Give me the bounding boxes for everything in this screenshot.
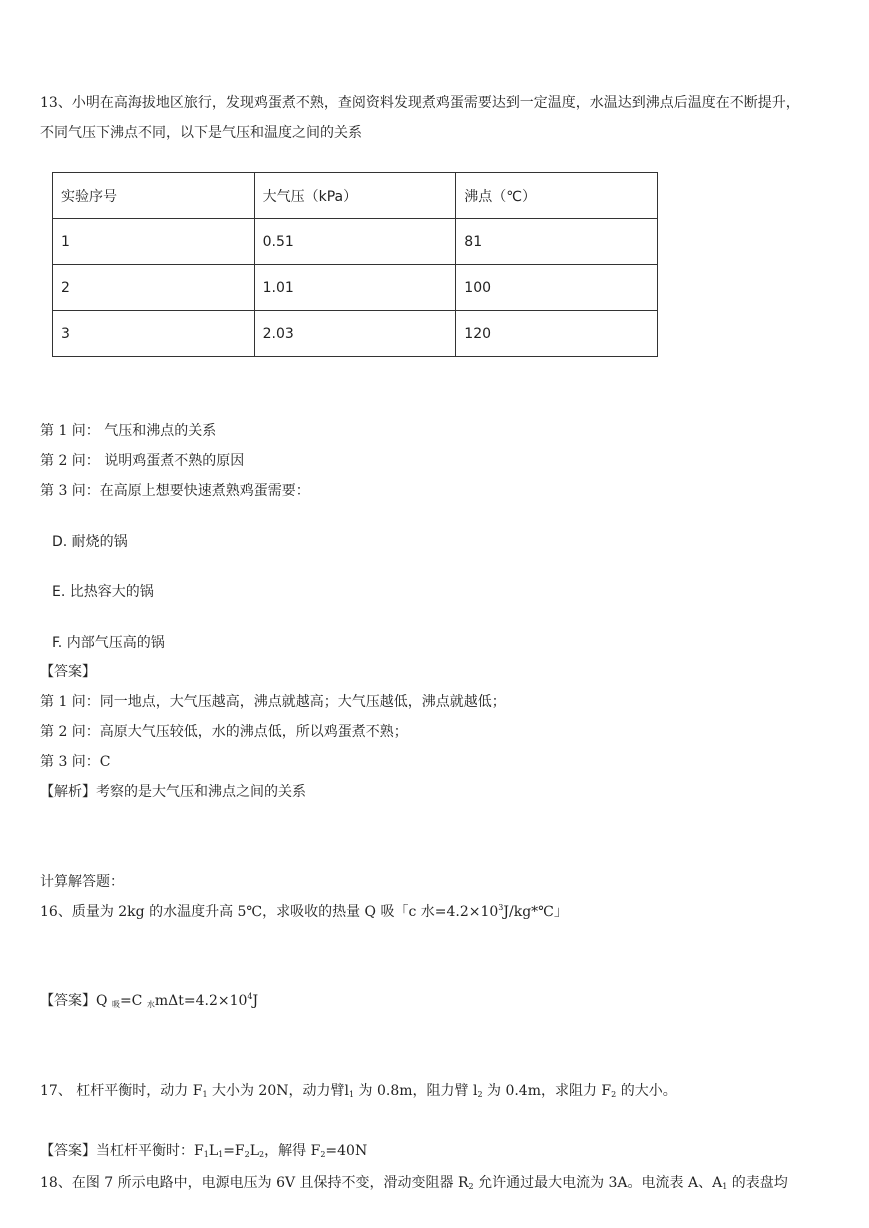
- q18-part: 的表盘均: [727, 1175, 788, 1191]
- q17-answer-part: L: [249, 1143, 260, 1159]
- q17-answer-sub: 2: [259, 1150, 265, 1159]
- table-cell: 120: [456, 311, 658, 357]
- q18-sub: 1: [722, 1182, 728, 1191]
- q17-part: 17、 杠杆平衡时，动力 F: [40, 1083, 203, 1099]
- q16-answer-b: =C: [119, 993, 147, 1009]
- q16-sup: 3: [498, 903, 504, 912]
- q16-text: [40, 901, 568, 921]
- q16-text-b: J/kg*℃」: [503, 904, 568, 920]
- q18-sub: 2: [468, 1182, 474, 1191]
- q13-question-1: 第 1 问： 气压和沸点的关系: [40, 423, 217, 439]
- option-e: E. 比热容大的锅: [52, 584, 154, 600]
- table-cell: 1.01: [254, 265, 456, 311]
- q17-part: 大小为 20N，动力臂l: [207, 1083, 349, 1099]
- calc-heading: 计算解答题：: [40, 874, 124, 890]
- table-row: [53, 265, 658, 311]
- q16-answer-c: m: [154, 993, 169, 1009]
- table-cell: 2.03: [254, 311, 456, 357]
- q18-part: 允许通过最大电流为 3A。电流表 A、A: [473, 1175, 723, 1191]
- answer-2: 第 2 问：高原大气压较低，水的沸点低，所以鸡蛋煮不熟；: [40, 724, 408, 740]
- q17-part: 为 0.4m，求阻力 F: [482, 1083, 612, 1099]
- table-cell: 2: [53, 265, 255, 311]
- q17-sub: 1: [348, 1090, 355, 1099]
- table-cell: 81: [456, 219, 658, 265]
- q16-text-a: 16、质量为 2kg 的水温度升高 5℃，求吸收的热量 Q 吸「c 水=4.2×10: [40, 904, 499, 920]
- q17-answer-sub: 1: [218, 1150, 224, 1159]
- q16-answer-e: J: [252, 993, 259, 1009]
- q13-question-3: 第 3 问：在高原上想要快速煮熟鸡蛋需要：: [40, 483, 310, 499]
- table-cell: 3: [53, 311, 255, 357]
- q17-answer-part: L: [208, 1143, 219, 1159]
- table-header-row: [53, 173, 658, 219]
- q17-answer-sub: 2: [320, 1150, 326, 1159]
- q17-answer: [40, 1140, 367, 1160]
- analysis: 【解析】考察的是大气压和沸点之间的关系: [40, 784, 306, 800]
- option-d: D. 耐烧的锅: [52, 534, 128, 550]
- q16-answer-sup: 4: [247, 992, 253, 1001]
- q17-answer-sub: 2: [244, 1150, 250, 1159]
- pressure-boiling-table: [52, 172, 658, 357]
- answer-3: 第 3 问：C: [40, 754, 111, 770]
- table-header-cell: 大气压（kPa）: [254, 173, 456, 219]
- q18-part: 18、在图 7 所示电路中，电源电压为 6V 且保持不变，滑动变阻器 R: [40, 1175, 469, 1191]
- q16-answer-sub: 吸: [111, 1000, 120, 1009]
- table-cell: 100: [456, 265, 658, 311]
- table-row: [53, 219, 658, 265]
- q17-answer-part: =40N: [325, 1143, 368, 1159]
- q16-answer-a: 【答案】Q: [40, 993, 112, 1009]
- q17-text: [40, 1080, 677, 1100]
- q17-answer-part: 【答案】当杠杆平衡时：F: [40, 1143, 204, 1159]
- q17-answer-part: ，解得 F: [264, 1143, 321, 1159]
- table-header-cell: 沸点（℃）: [456, 173, 658, 219]
- q13-question-2: 第 2 问： 说明鸡蛋煮不熟的原因: [40, 453, 245, 469]
- q17-answer-sub: 1: [203, 1150, 209, 1159]
- q13-line2: 不同气压下沸点不同，以下是气压和温度之间的关系: [40, 125, 362, 141]
- answer-label: 【答案】: [40, 664, 96, 680]
- q16-answer-d: Δt=4.2×10: [168, 993, 248, 1009]
- q17-sub: 1: [202, 1090, 208, 1099]
- option-f: F. 内部气压高的锅: [52, 635, 165, 651]
- q13-line1: 13、小明在高海拔地区旅行，发现鸡蛋煮不熟，查阅资料发现煮鸡蛋需要达到一定温度，水温达到沸点后温度在不断提升，: [40, 95, 800, 111]
- table-header-cell: 实验序号: [53, 173, 255, 219]
- q17-part: 的大小。: [616, 1083, 677, 1099]
- q18-text: [40, 1172, 788, 1192]
- table-cell: 0.51: [254, 219, 456, 265]
- q16-answer-sub: 水: [146, 1000, 155, 1009]
- q17-part: 为 0.8m，阻力臂 l: [354, 1083, 478, 1099]
- answer-1: 第 1 问：同一地点，大气压越高，沸点就越高；大气压越低，沸点就越低；: [40, 694, 506, 710]
- table-cell: 1: [53, 219, 255, 265]
- q16-answer: [40, 990, 258, 1010]
- q17-answer-part: =F: [223, 1143, 245, 1159]
- q17-sub: 2: [611, 1090, 617, 1099]
- q17-sub: 2: [477, 1090, 483, 1099]
- table-row: [53, 311, 658, 357]
